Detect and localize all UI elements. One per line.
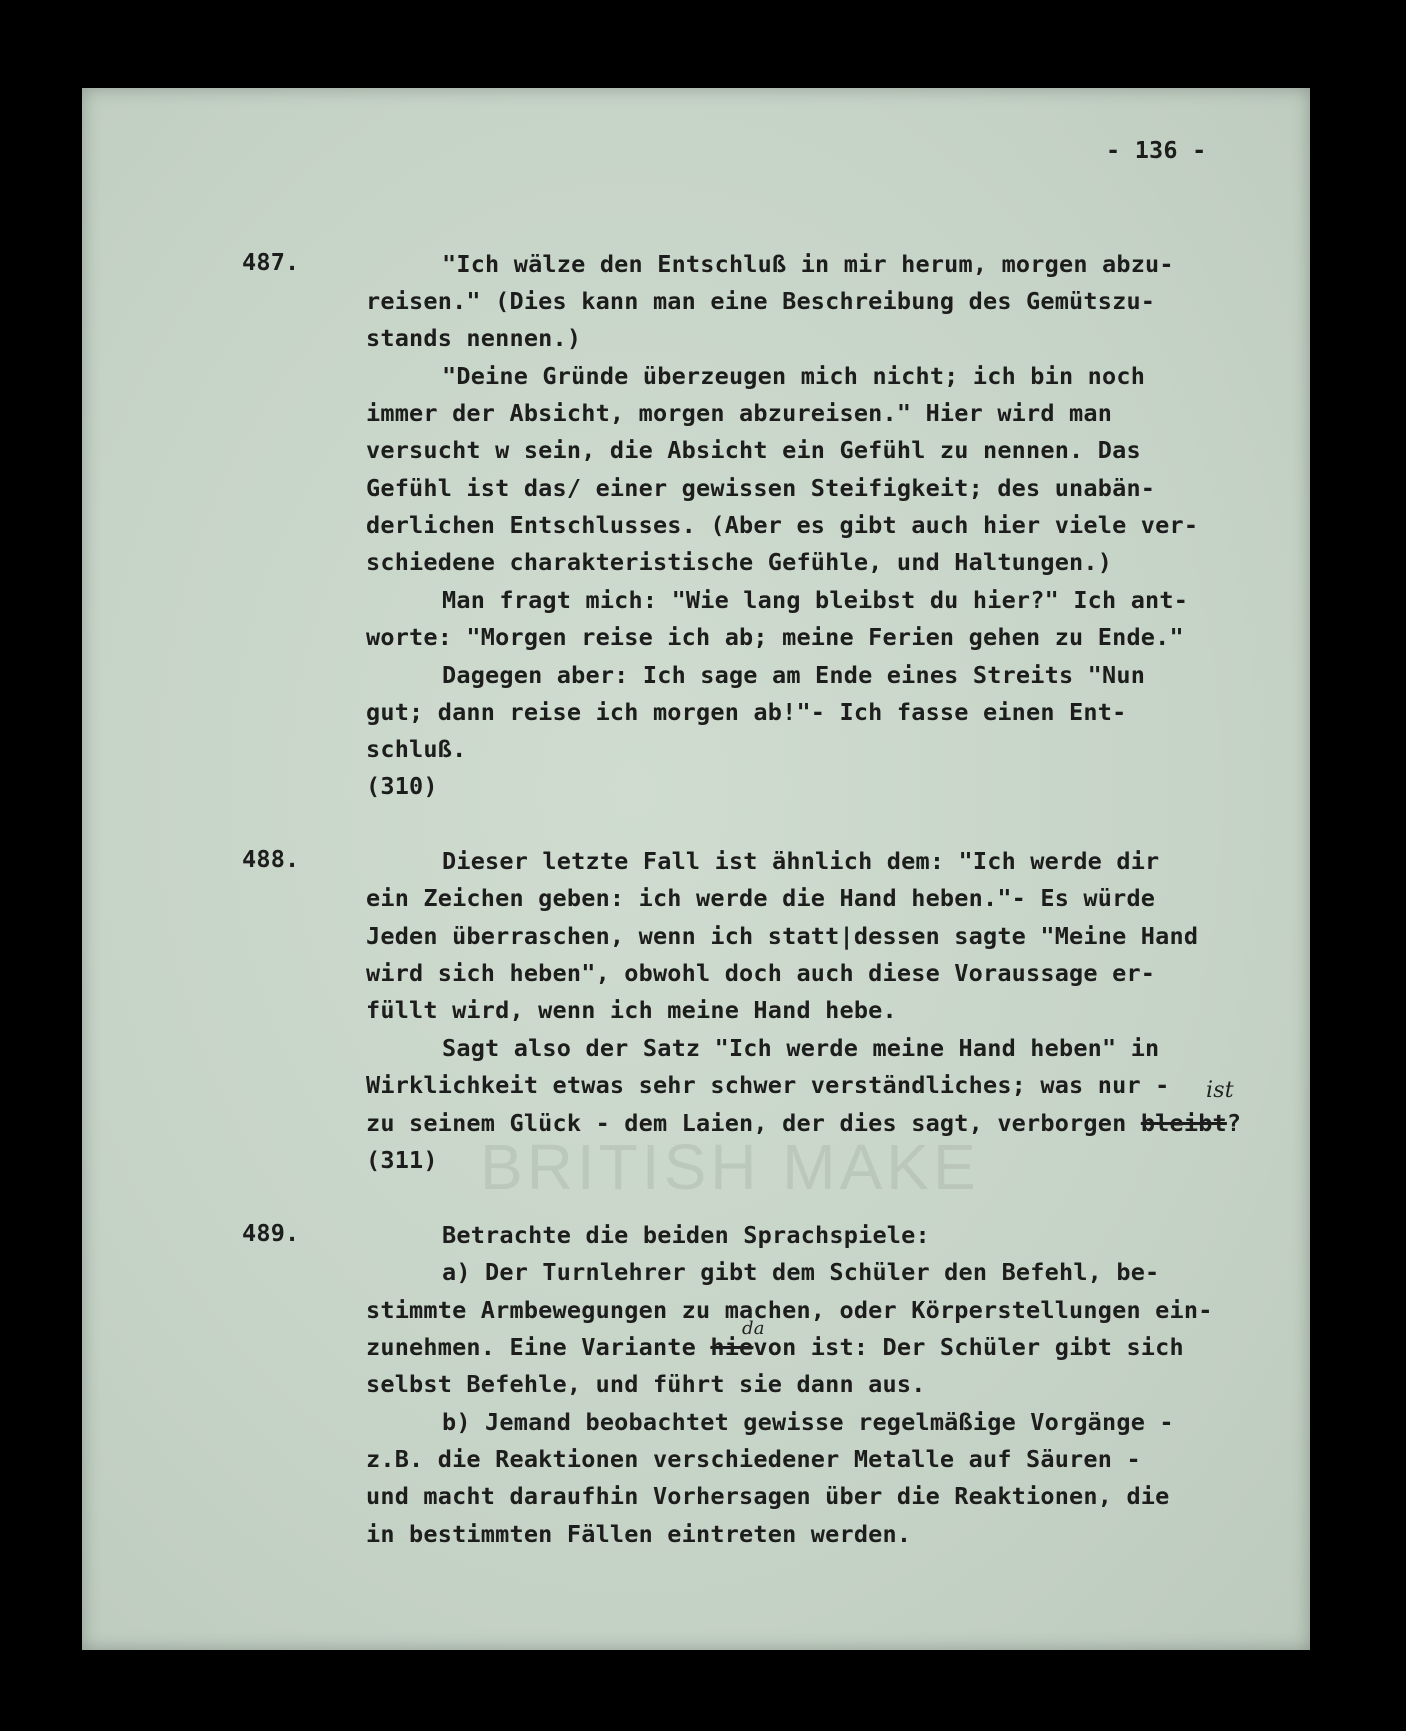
text-line: immer der Absicht, morgen abzureisen." Hier wird man xyxy=(366,399,1113,427)
section-number: 489. xyxy=(242,1219,300,1247)
text-line: ein Zeichen geben: ich werde die Hand heben."- Es würde xyxy=(366,884,1156,912)
text-line: a) Der Turnlehrer gibt dem Schüler den Befehl, be- xyxy=(442,1258,1160,1286)
text-line: zu seinem Glück - dem Laien, der dies sagt, verborgen bleibt? xyxy=(366,1109,1242,1137)
text-line: in bestimmten Fällen eintreten werden. xyxy=(366,1520,912,1548)
text-line: derlichen Entschlusses. (Aber es gibt auch hier viele ver- xyxy=(366,511,1199,539)
text-line: Betrachte die beiden Sprachspiele: xyxy=(442,1221,930,1249)
text-line: versucht w sein, die Absicht ein Gefühl zu nennen. Das xyxy=(366,436,1141,464)
text-line: und macht daraufhin Vorhersagen über die Reaktionen, die xyxy=(366,1482,1170,1510)
text-line: "Deine Gründe überzeugen mich nicht; ich bin noch xyxy=(442,362,1146,390)
text-line: Dagegen aber: Ich sage am Ende eines Streits "Nun xyxy=(442,661,1146,689)
reference-number: (310) xyxy=(366,772,438,800)
struck-word: bleibt xyxy=(1140,1109,1227,1137)
page-number: - 136 - xyxy=(1106,136,1207,164)
text-line: schluß. xyxy=(366,735,467,763)
struck-word: hie xyxy=(710,1333,754,1361)
text-line: Jeden überraschen, wenn ich statt|dessen sagte "Meine Hand xyxy=(366,922,1199,950)
text-line: gut; dann reise ich morgen ab!"- Ich fasse einen Ent- xyxy=(366,698,1127,726)
text-line: Sagt also der Satz "Ich werde meine Hand heben" in xyxy=(442,1034,1160,1062)
text-line: z.B. die Reaktionen verschiedener Metalle auf Säuren - xyxy=(366,1445,1141,1473)
text-line: b) Jemand beobachtet gewisse regelmäßige Vorgänge - xyxy=(442,1408,1174,1436)
text-line: Wirklichkeit etwas sehr schwer verständliches; was nur - xyxy=(366,1071,1170,1099)
text-line: stands nennen.) xyxy=(366,324,582,352)
text-line: Man fragt mich: "Wie lang bleibst du hier?" Ich ant- xyxy=(442,586,1189,614)
handwritten-insertion: da xyxy=(742,1318,765,1339)
text-line: schiedene charakteristische Gefühle, und Haltungen.) xyxy=(366,548,1113,576)
text-line: Gefühl ist das/ einer gewissen Steifigkeit; des unabän- xyxy=(366,474,1156,502)
text-line: worte: "Morgen reise ich ab; meine Ferien gehen zu Ende." xyxy=(366,623,1184,651)
text-line: stimmte Armbewegungen zu machen, oder Körperstellungen ein- xyxy=(366,1296,1213,1324)
handwritten-insertion: ist xyxy=(1206,1078,1234,1103)
section-number: 488. xyxy=(242,845,300,873)
section-number: 487. xyxy=(242,248,300,276)
text-line: füllt wird, wenn ich meine Hand hebe. xyxy=(366,996,897,1024)
text-line: wird sich heben", obwohl doch auch diese Voraussage er- xyxy=(366,959,1156,987)
text-line: zunehmen. Eine Variante hievon ist: Der Schüler gibt sich xyxy=(366,1333,1184,1361)
reference-number: (311) xyxy=(366,1146,438,1174)
text-line: selbst Befehle, und führt sie dann aus. xyxy=(366,1370,926,1398)
paper-watermark: BRITISH MAKE xyxy=(480,1131,980,1203)
text-line: reisen." (Dies kann man eine Beschreibung des Gemütszu- xyxy=(366,287,1156,315)
text-line: "Ich wälze den Entschluß in mir herum, morgen abzu- xyxy=(442,250,1174,278)
text-line: Dieser letzte Fall ist ähnlich dem: "Ich werde dir xyxy=(442,847,1160,875)
